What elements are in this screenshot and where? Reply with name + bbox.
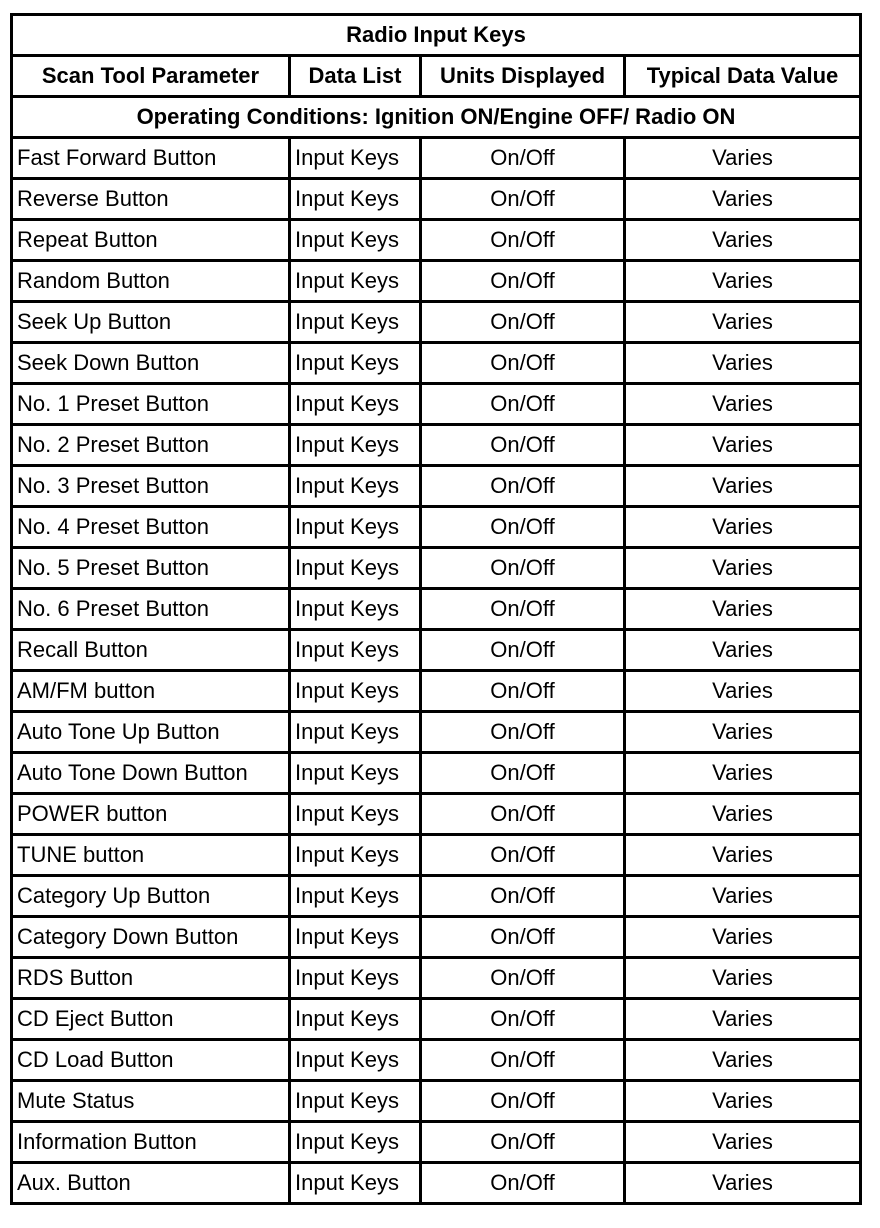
data-list-cell: Input Keys xyxy=(291,1000,422,1041)
typical-data-value-cell: Varies xyxy=(626,713,859,754)
typical-data-value-cell: Varies xyxy=(626,631,859,672)
scan-tool-parameter-cell: RDS Button xyxy=(13,959,291,1000)
units-displayed-cell: On/Off xyxy=(422,959,626,1000)
typical-data-value-cell: Varies xyxy=(626,508,859,549)
table-body xyxy=(13,139,859,1202)
typical-data-value-cell: Varies xyxy=(626,467,859,508)
table-row xyxy=(13,918,859,959)
radio-input-keys-table xyxy=(10,13,862,1205)
scan-tool-parameter-cell: No. 6 Preset Button xyxy=(13,590,291,631)
operating-conditions-row xyxy=(13,98,859,139)
column-header-scan-tool-parameter: Scan Tool Parameter xyxy=(13,57,291,98)
table-row xyxy=(13,303,859,344)
column-header-units-displayed: Units Displayed xyxy=(422,57,626,98)
scan-tool-parameter-cell: Auto Tone Down Button xyxy=(13,754,291,795)
typical-data-value-cell: Varies xyxy=(626,385,859,426)
table-row xyxy=(13,385,859,426)
typical-data-value-cell: Varies xyxy=(626,672,859,713)
scan-tool-parameter-cell: No. 5 Preset Button xyxy=(13,549,291,590)
units-displayed-cell: On/Off xyxy=(422,918,626,959)
scan-tool-parameter-cell: Seek Up Button xyxy=(13,303,291,344)
data-list-cell: Input Keys xyxy=(291,631,422,672)
data-list-cell: Input Keys xyxy=(291,877,422,918)
typical-data-value-cell: Varies xyxy=(626,344,859,385)
units-displayed-cell: On/Off xyxy=(422,836,626,877)
units-displayed-cell: On/Off xyxy=(422,631,626,672)
typical-data-value-cell: Varies xyxy=(626,959,859,1000)
data-list-cell: Input Keys xyxy=(291,180,422,221)
units-displayed-cell: On/Off xyxy=(422,344,626,385)
scan-tool-parameter-cell: Category Up Button xyxy=(13,877,291,918)
typical-data-value-cell: Varies xyxy=(626,836,859,877)
table-row xyxy=(13,713,859,754)
data-list-cell: Input Keys xyxy=(291,1164,422,1202)
typical-data-value-cell: Varies xyxy=(626,1123,859,1164)
scan-tool-parameter-cell: Auto Tone Up Button xyxy=(13,713,291,754)
data-list-cell: Input Keys xyxy=(291,549,422,590)
scan-tool-parameter-cell: Mute Status xyxy=(13,1082,291,1123)
units-displayed-cell: On/Off xyxy=(422,221,626,262)
scan-tool-parameter-cell: Repeat Button xyxy=(13,221,291,262)
data-list-cell: Input Keys xyxy=(291,1041,422,1082)
scan-tool-parameter-cell: CD Eject Button xyxy=(13,1000,291,1041)
data-list-cell: Input Keys xyxy=(291,795,422,836)
table-row xyxy=(13,1164,859,1202)
table-row xyxy=(13,1082,859,1123)
units-displayed-cell: On/Off xyxy=(422,1000,626,1041)
column-header-data-list: Data List xyxy=(291,57,422,98)
table-row xyxy=(13,795,859,836)
typical-data-value-cell: Varies xyxy=(626,303,859,344)
units-displayed-cell: On/Off xyxy=(422,1041,626,1082)
typical-data-value-cell: Varies xyxy=(626,221,859,262)
data-list-cell: Input Keys xyxy=(291,426,422,467)
data-list-cell: Input Keys xyxy=(291,672,422,713)
data-list-cell: Input Keys xyxy=(291,303,422,344)
units-displayed-cell: On/Off xyxy=(422,385,626,426)
typical-data-value-cell: Varies xyxy=(626,877,859,918)
scan-tool-parameter-cell: AM/FM button xyxy=(13,672,291,713)
table-row xyxy=(13,344,859,385)
typical-data-value-cell: Varies xyxy=(626,262,859,303)
table-row xyxy=(13,549,859,590)
table-row xyxy=(13,1041,859,1082)
scan-tool-parameter-cell: Information Button xyxy=(13,1123,291,1164)
typical-data-value-cell: Varies xyxy=(626,139,859,180)
scan-tool-parameter-cell: No. 2 Preset Button xyxy=(13,426,291,467)
units-displayed-cell: On/Off xyxy=(422,303,626,344)
data-list-cell: Input Keys xyxy=(291,590,422,631)
units-displayed-cell: On/Off xyxy=(422,508,626,549)
scan-tool-parameter-cell: Random Button xyxy=(13,262,291,303)
typical-data-value-cell: Varies xyxy=(626,795,859,836)
data-list-cell: Input Keys xyxy=(291,713,422,754)
units-displayed-cell: On/Off xyxy=(422,754,626,795)
scan-tool-parameter-cell: TUNE button xyxy=(13,836,291,877)
table-row xyxy=(13,754,859,795)
data-list-cell: Input Keys xyxy=(291,344,422,385)
scan-tool-parameter-cell: Seek Down Button xyxy=(13,344,291,385)
scan-tool-parameter-cell: Fast Forward Button xyxy=(13,139,291,180)
scan-tool-parameter-cell: No. 4 Preset Button xyxy=(13,508,291,549)
scan-tool-parameter-cell: No. 3 Preset Button xyxy=(13,467,291,508)
table-row xyxy=(13,467,859,508)
units-displayed-cell: On/Off xyxy=(422,877,626,918)
units-displayed-cell: On/Off xyxy=(422,713,626,754)
table-row xyxy=(13,508,859,549)
data-list-cell: Input Keys xyxy=(291,918,422,959)
data-list-cell: Input Keys xyxy=(291,221,422,262)
data-list-cell: Input Keys xyxy=(291,262,422,303)
scan-tool-parameter-cell: Recall Button xyxy=(13,631,291,672)
table-row xyxy=(13,180,859,221)
typical-data-value-cell: Varies xyxy=(626,590,859,631)
units-displayed-cell: On/Off xyxy=(422,1082,626,1123)
table-row xyxy=(13,1000,859,1041)
operating-conditions: Operating Conditions: Ignition ON/Engine OFF/ Radio ON xyxy=(13,98,859,139)
typical-data-value-cell: Varies xyxy=(626,918,859,959)
typical-data-value-cell: Varies xyxy=(626,754,859,795)
table-header-row xyxy=(13,57,859,98)
units-displayed-cell: On/Off xyxy=(422,262,626,303)
units-displayed-cell: On/Off xyxy=(422,1123,626,1164)
table-row xyxy=(13,426,859,467)
scan-tool-parameter-cell: Category Down Button xyxy=(13,918,291,959)
units-displayed-cell: On/Off xyxy=(422,795,626,836)
scan-tool-parameter-cell: POWER button xyxy=(13,795,291,836)
table-row xyxy=(13,262,859,303)
data-list-cell: Input Keys xyxy=(291,385,422,426)
units-displayed-cell: On/Off xyxy=(422,672,626,713)
units-displayed-cell: On/Off xyxy=(422,180,626,221)
data-list-cell: Input Keys xyxy=(291,139,422,180)
data-list-cell: Input Keys xyxy=(291,754,422,795)
units-displayed-cell: On/Off xyxy=(422,426,626,467)
column-header-typical-data-value: Typical Data Value xyxy=(626,57,859,98)
table-row xyxy=(13,877,859,918)
units-displayed-cell: On/Off xyxy=(422,139,626,180)
units-displayed-cell: On/Off xyxy=(422,1164,626,1202)
data-list-cell: Input Keys xyxy=(291,1123,422,1164)
typical-data-value-cell: Varies xyxy=(626,1041,859,1082)
units-displayed-cell: On/Off xyxy=(422,467,626,508)
table-row xyxy=(13,221,859,262)
data-list-cell: Input Keys xyxy=(291,467,422,508)
scan-tool-parameter-cell: No. 1 Preset Button xyxy=(13,385,291,426)
table-row xyxy=(13,1123,859,1164)
typical-data-value-cell: Varies xyxy=(626,180,859,221)
typical-data-value-cell: Varies xyxy=(626,549,859,590)
typical-data-value-cell: Varies xyxy=(712,1170,773,1195)
table-title-row xyxy=(13,16,859,57)
data-list-cell: Input Keys xyxy=(291,959,422,1000)
data-list-cell: Input Keys xyxy=(291,836,422,877)
units-displayed-cell: On/Off xyxy=(422,549,626,590)
typical-data-value-cell: Varies xyxy=(626,426,859,467)
typical-data-value-cell: Varies xyxy=(626,1000,859,1041)
units-displayed-cell: On/Off xyxy=(422,590,626,631)
table-row xyxy=(13,672,859,713)
data-list-cell: Input Keys xyxy=(291,1082,422,1123)
scan-tool-parameter-cell: Aux. Button xyxy=(13,1164,291,1202)
scan-tool-parameter-cell: Reverse Button xyxy=(13,180,291,221)
scan-tool-parameter-cell: CD Load Button xyxy=(13,1041,291,1082)
table-row xyxy=(13,631,859,672)
table-title: Radio Input Keys xyxy=(13,16,859,57)
table-row xyxy=(13,139,859,180)
table-row xyxy=(13,836,859,877)
table-row xyxy=(13,590,859,631)
table-row xyxy=(13,959,859,1000)
data-list-cell: Input Keys xyxy=(291,508,422,549)
typical-data-value-cell: Varies xyxy=(626,1082,859,1123)
